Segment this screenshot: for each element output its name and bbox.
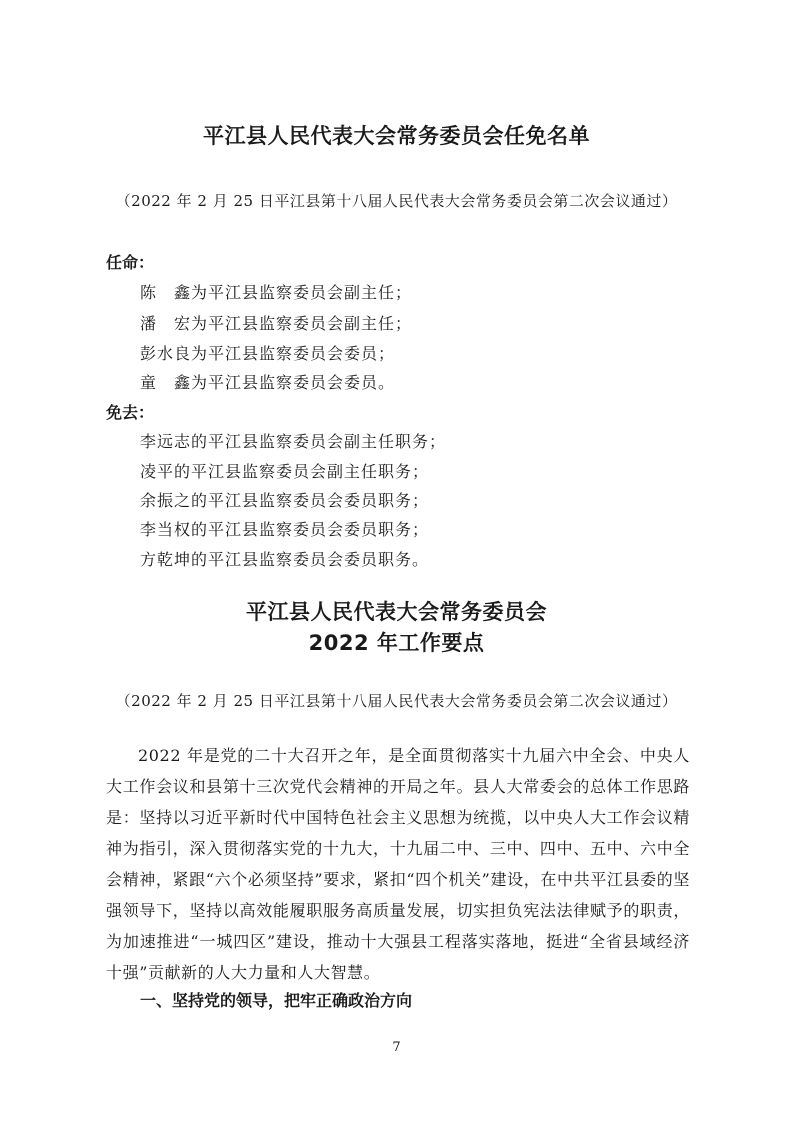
dismiss-item: 李当权的平江县监察委员会委员职务； [140,520,430,539]
dismiss-item: 凌平的平江县监察委员会副主任职务； [140,462,430,481]
appointment-title: 平江县人民代表大会常务委员会任免名单 [203,124,590,148]
work-plan-title-line2: 2022 年工作要点 [308,631,485,655]
work-plan-title-line1: 平江县人民代表大会常务委员会 [246,600,547,624]
work-plan-body: 2022 年是党的二十大召开之年，是全面贯彻落实十九届六中全会、中央人大工作会议和县第十三次党代会精神的开局之年。县人大常委会的总体工作思路是：坚持以习近平新时代中国特色社会主义思想为统揽，以中央人大工作会议精神为指引，深入贯彻落实党的十九大，十九届二中、三中、四中、五中、六中全会精神，紧跟“六个必须坚持”要求，紧扣“四个机关”建设，在中共平江县委的坚强领导下，坚持以高效能履职服务高质量发展，切实担负宪法法律赋予的职责，为加速推进“一城四区”建设，推动十大强县工程落实落地，挺进“全省县域经济十强”贡献新的人大力量和人大智慧。 [106,746,690,982]
appoint-label: 任命： [106,253,155,272]
section-heading: 一、坚持党的领导，把牢正确政治方向 [140,991,413,1010]
appoint-item: 潘 宏为平江县监察委员会副主任； [140,314,413,333]
appoint-item: 童 鑫为平江县监察委员会委员。 [140,373,396,392]
dismiss-item: 李远志的平江县监察委员会副主任职务； [140,432,447,451]
dismiss-item: 方乾坤的平江县监察委员会委员职务。 [140,550,430,569]
page-number: 7 [392,1040,401,1055]
work-plan-subtitle: （2022 年 2 月 25 日平江县第十八届人民代表大会常务委员会第二次会议通过） [115,692,678,710]
dismiss-label: 免去： [106,403,155,422]
appoint-item: 彭水良为平江县监察委员会委员； [140,344,396,363]
dismiss-item: 余振之的平江县监察委员会委员职务； [140,491,430,510]
appoint-item: 陈 鑫为平江县监察委员会副主任； [140,283,413,302]
appointment-subtitle: （2022 年 2 月 25 日平江县第十八届人民代表大会常务委员会第二次会议通过） [115,192,678,210]
